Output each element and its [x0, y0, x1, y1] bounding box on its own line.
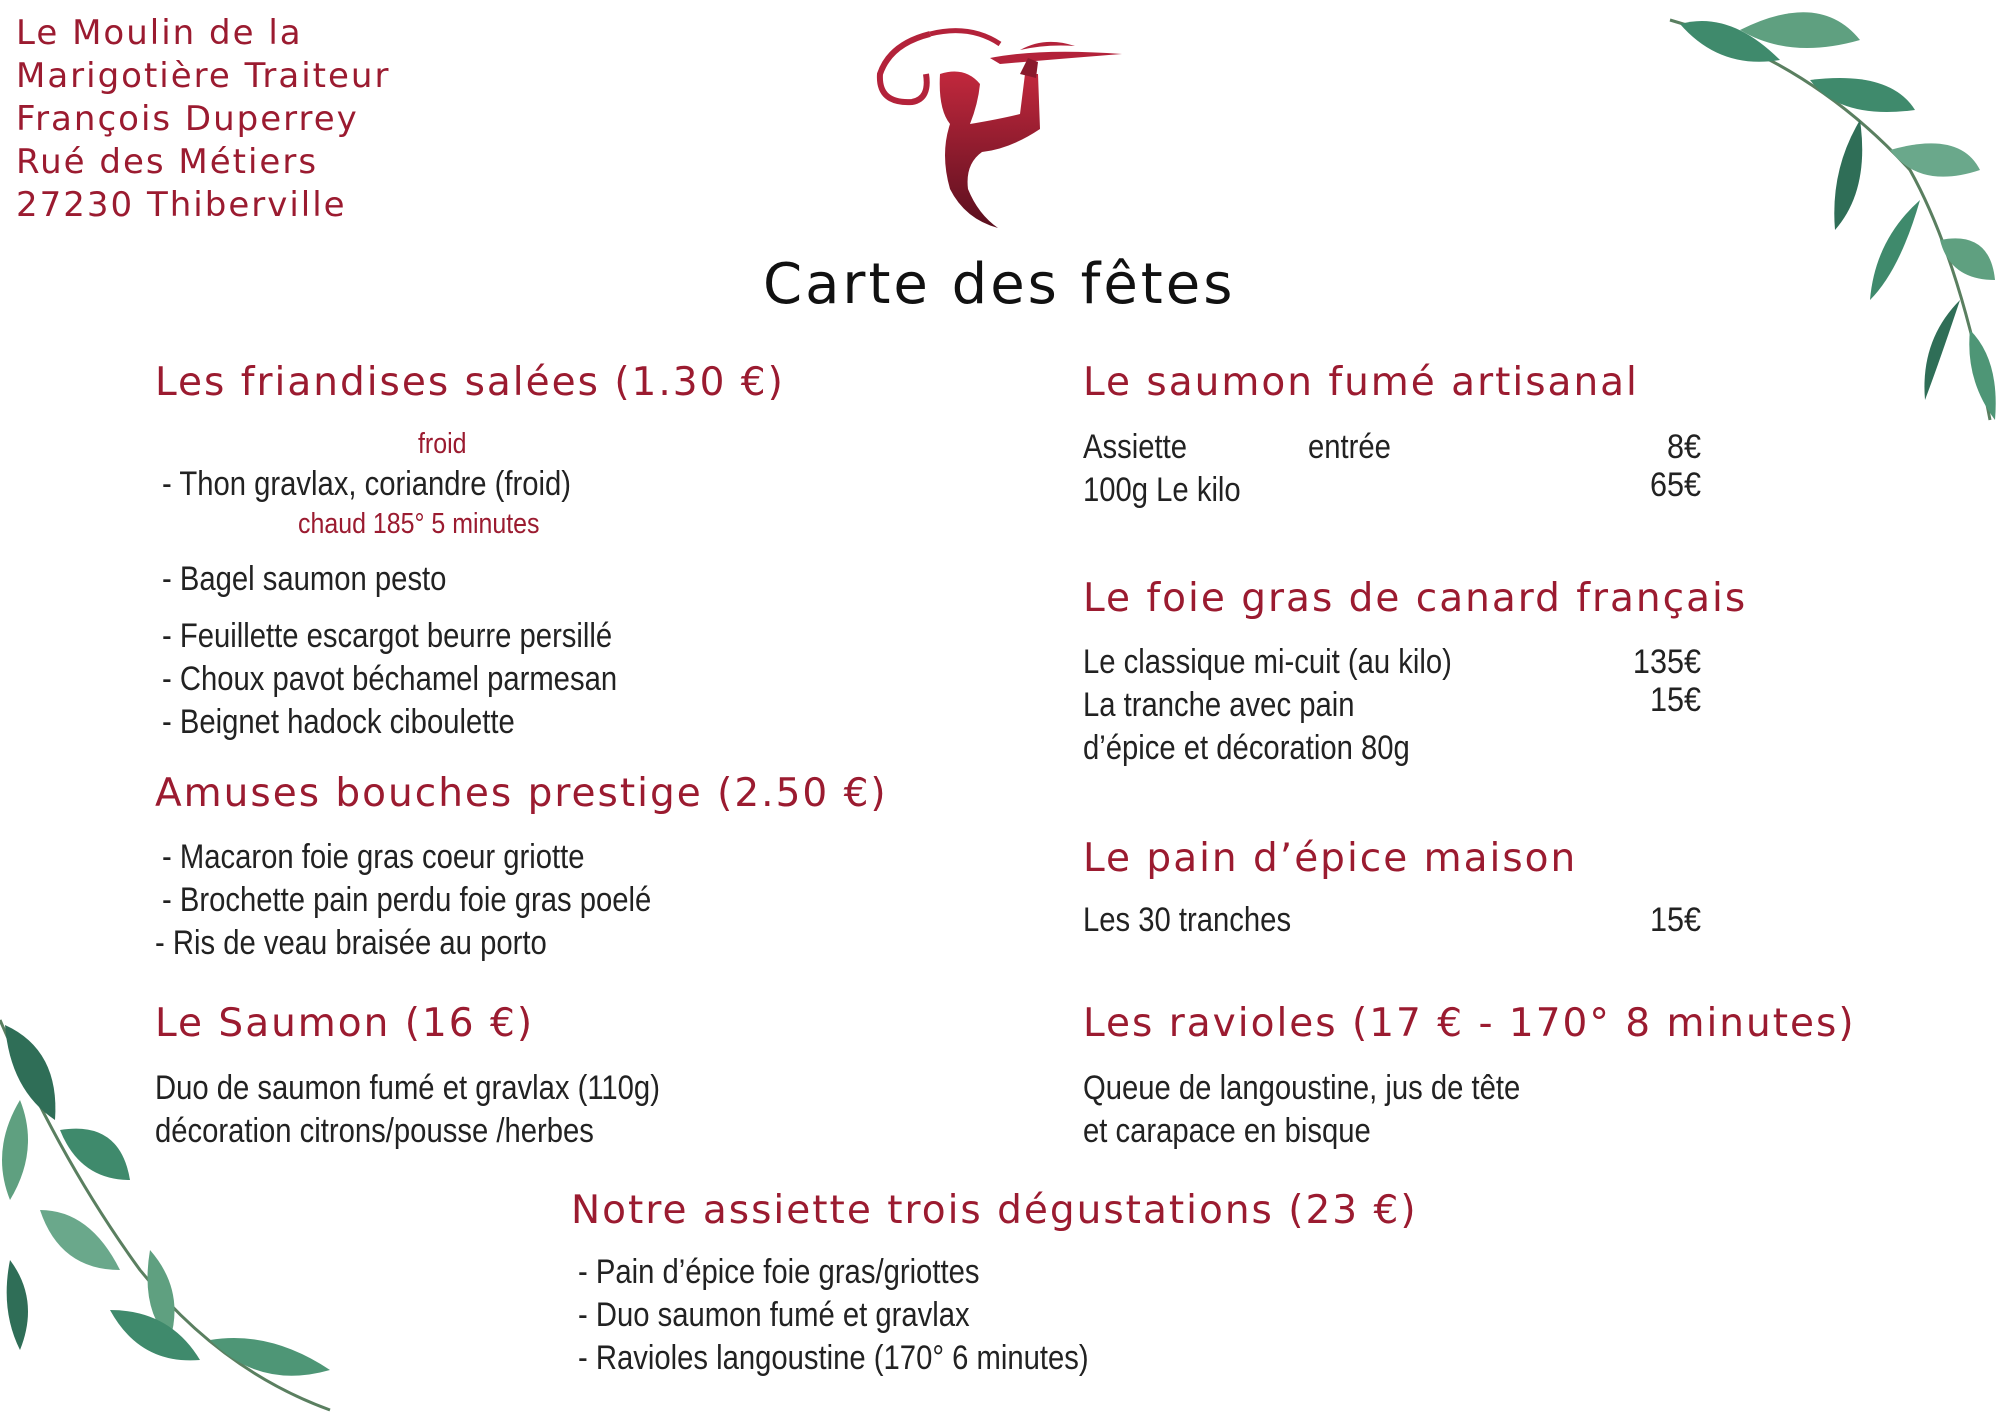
menu-item-label: Les 30 tranches — [1083, 901, 1292, 939]
menu-item: Queue de langoustine, jus de tête — [1083, 1069, 1521, 1107]
section-heading: Les ravioles (17 € - 170° 8 minutes) — [1083, 1001, 1856, 1046]
menu-item-price: 15€ — [1649, 901, 1701, 939]
address-line: Le Moulin de la — [16, 13, 303, 53]
menu-item-label: 100g Le kilo — [1083, 471, 1241, 509]
section-heading: Le pain d’épice maison — [1083, 836, 1578, 881]
menu-item-label: entrée — [1308, 428, 1391, 466]
menu-item: et carapace en bisque — [1083, 1112, 1371, 1150]
address-block — [16, 12, 390, 227]
section-heading: Le foie gras de canard français — [1083, 576, 1748, 621]
menu-item: - Pain d’épice foie gras/griottes — [578, 1253, 980, 1291]
menu-item: - Beignet hadock ciboulette — [162, 703, 515, 741]
section-heading: Le saumon fumé artisanal — [1083, 360, 1639, 405]
menu-item: - Bagel saumon pesto — [162, 560, 447, 598]
menu-item: Duo de saumon fumé et gravlax (110g) — [155, 1069, 660, 1107]
menu-item: décoration citrons/pousse /herbes — [155, 1112, 594, 1150]
menu-item-label: Le classique mi-cuit (au kilo) — [1083, 643, 1452, 681]
menu-item-price: 15€ — [1649, 681, 1701, 719]
menu-item: - Feuillette escargot beurre persillé — [162, 617, 613, 655]
section-heading: Le Saumon (16 €) — [155, 1001, 535, 1046]
leaf-branch-icon — [1660, 0, 2000, 430]
address-line: 27230 Thiberville — [16, 185, 347, 225]
menu-item: - Macaron foie gras coeur griotte — [162, 838, 585, 876]
address-line: François Duperrey — [16, 99, 359, 139]
menu-item: - Ravioles langoustine (170° 6 minutes) — [578, 1339, 1089, 1377]
menu-item: - Brochette pain perdu foie gras poelé — [162, 881, 652, 919]
menu-item-price: 135€ — [1632, 643, 1701, 681]
menu-item: - Duo saumon fumé et gravlax — [578, 1296, 970, 1334]
menu-item-label: La tranche avec pain — [1083, 686, 1355, 724]
menu-item-label: Assiette — [1083, 428, 1188, 466]
section-heading: Les friandises salées (1.30 €) — [155, 360, 785, 405]
page-title: Carte des fêtes — [763, 252, 1236, 317]
section-heading: Notre assiette trois dégustations (23 €) — [571, 1188, 1418, 1233]
preparation-note: froid — [418, 428, 467, 460]
waiter-logo-icon — [870, 14, 1130, 234]
menu-item-price: 8€ — [1666, 428, 1701, 466]
menu-item-price: 65€ — [1649, 466, 1701, 504]
menu-item: - Choux pavot béchamel parmesan — [162, 660, 618, 698]
menu-item-label: d’épice et décoration 80g — [1083, 729, 1410, 767]
address-line: Marigotière Traiteur — [16, 56, 391, 96]
preparation-note: chaud 185° 5 minutes — [298, 508, 540, 540]
menu-item: - Thon gravlax, coriandre (froid) — [162, 465, 571, 503]
address-line: Rué des Métiers — [16, 142, 319, 182]
section-heading: Amuses bouches prestige (2.50 €) — [155, 771, 888, 816]
menu-item: - Ris de veau braisée au porto — [155, 924, 547, 962]
